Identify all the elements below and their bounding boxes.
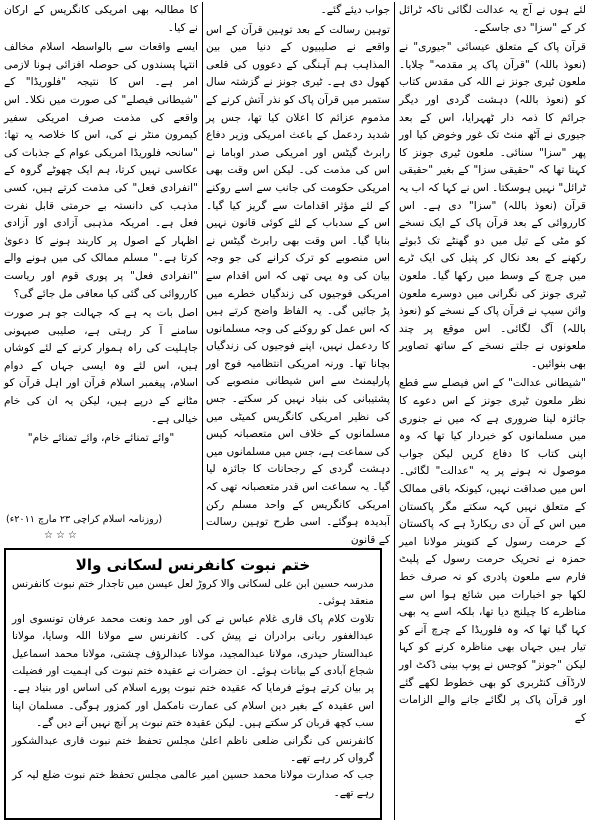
- notice-paragraph-3: کانفرنس کی نگرانی ضلعی ناظم اعلیٰ مجلس تحفظ ختم نبوت قاری عبدالشکور گرواں کر رہے تھے۔: [12, 734, 374, 765]
- column-rule-right: [394, 2, 395, 820]
- notice-paragraph-1: مدرسہ حسین ابن علی لسکانی والا کروڑ لعل عیسن میں تاجدار ختم نبوت کانفرنس منعقد ہوئی۔: [12, 578, 374, 608]
- right-paragraph-1: لئے ہوں نے آج یہ عدالت لگائی تاکہ ٹرائل کر کے "سزا" دی جاسکے۔: [399, 4, 586, 34]
- notice-title: ختم نبوت کانفرنس لسکانی والا: [75, 556, 311, 574]
- article-left-column: [4, 2, 198, 527]
- notice-body: [12, 576, 374, 802]
- notice-paragraph-2: تلاوت کلام پاک قاری غلام عباس نے کی اور حمد ونعت محمد عرفان تونسوی اور عبدالغفور ربانی برادران نے پیش کی۔ کانفرنس سے مولانا اللہ وسایا، مولانا عبدالستار حیدری، مولانا عبدالمجید، مولانا عبدالرؤف چشتی، مولانا محمد اسماعیل شجاع آبادی کے بیانات ہوئے۔ ان حضرات نے عقیدہ ختم نبوت کی اہمیت اور فضیلت پر بیان کرتے ہوئے فرمایا کہ عقیدہ ختم نبوت پورے اسلام کی اساس اور بنیاد ہے۔ اس عقیدہ کے بغیر دین اسلام کی عمارت نامکمل اور کمزور ہوگی۔ مسلمان اپنا سب کچھ قربان کر سکتے ہیں۔ لیکن عقیدہ ختم نبوت پر آنچ نہیں آنے دیں گے۔: [12, 612, 374, 730]
- middle-paragraph-2: توہین رسالت کے بعد توہین قرآن کے اس واقعے نے صلیبیوں کے دنیا میں بین المذاہب ہم آہنگی کے دعووں کی قلعی کھول دی ہے۔ ٹیری جونز نے گزشتہ سال ستمبر میں قرآن پاک کو نذر آتش کرنے کے مذموم عزائم کا اعلان کیا تھا، جس پر شدید ردعمل کے باعث امریکی وزیر دفاع رابرٹ گیٹس اور امریکی صدر اوباما نے اس کی مذمت کی۔ لیکن اس وقت بھی امریکی حکومت کی جانب سے اسے روکنے کے لئے مؤثر اقدامات سے گریز کیا گیا۔ اس کے سدباب کے لئے کوئی قانون نہیں بنایا گیا۔ اس وقت بھی رابرٹ گیٹس نے اس منصوبے کو ترک کرانے کی جو وجہ بیان کی وہ یہی تھی کہ اس اقدام سے امریکی فوجیوں کی زندگیاں خطرے میں پڑ جائیں گی۔ یہ الفاظ واضح کرتے ہیں کہ اس عمل کو روکنے کی وجہ مسلمانوں کا ردعمل نہیں، اپنے فوجیوں کی زندگیاں بچانا تھا۔ ورنہ امریکی انتظامیہ فوج اور پارلیمنٹ سے اس شیطانی منصوبے کی پشتیبانی کی بنیاد نہیں کر سکتے۔ جس کی نظیر امریکی کانگریس کمیٹی میں مسلمانوں کے خلاف اس متعصبانہ کیس کی سماعت ہے، جس میں مسلمانوں میں دہشت گردی کے رجحانات کا جائزہ لیا گیا۔ یہ سماعت اس قدر متعصبانہ تھی کہ امریکی کانگریس کے واحد مسلم رکن آبدیدہ ہوگئے۔ اسی طرح توہین رسالت کے قانون: [206, 23, 390, 546]
- notice-paragraph-4: جب کہ صدارت مولانا محمد حسین امیر عالمی مجلس تحفظ ختم نبوت ضلع لیہ کر رہے تھے۔: [12, 769, 374, 799]
- notice-box: [4, 548, 382, 820]
- left-paragraph-1: کا مطالبہ بھی امریکی کانگریس کے ارکان نے کیا۔: [4, 4, 198, 34]
- left-paragraph-2: ایسے واقعات سے بالواسطہ اسلام مخالف انتہا پسندوں کی حوصلہ افزائی ہونا لازمی امر ہے۔ اس کا نتیجہ "فلوریڈا" کے "شیطانی فیصلے" کی صورت میں نکلا۔ اس واقعے کی مذمت صرف امریکی سفیر کیمرون منٹر نے کی، اس کا خلاصہ یہ تھا: "سانحہ فلوریڈا امریکی عوام کے جذبات کی عکاسی نہیں کرتا، ہم ایک چھوٹے گروہ کے "انفرادی فعل" کی مذمت کرتے ہیں، کسی مذہب کی دانستہ بے حرمتی قابل نفرت فعل ہے۔ امریکہ مذہبی آزادی اور آزادی اظہار کے اصول پر کاربند ہونے کا دعویٰ کرتا ہے۔" مسلم ممالک کی میں ہونے والے "انفرادی فعل" پر پوری قوم اور ریاست کارروائی کی گئی کیا معافی مل جائے گی؟: [4, 41, 198, 300]
- right-paragraph-2: قرآن پاک کے متعلق عیسائی "جیوری" نے (نعوذ باللہ) "قرآن پاک پر مقدمہ" چلایا۔ ملعون ٹیری جونز نے اللہ کی مقدس کتاب کو (نعوذ باللہ) دہشت گردی اور دیگر جرائم کا ذمہ دار ٹھہرایا، اس کے بعد جیوری نے آٹھ منٹ تک غور وخوض کیا اور پھر "سزا" سنائی۔ ملعون ٹیری جونز کا کہنا تھا کہ "حقیقی سزا" کے بغیر "حقیقی ٹرائل" نہیں ہوسکتا۔ اس نے کہا کہ اب یہ قرآن (نعوذ باللہ) "سزا" دی ہے۔ اس کارروائی کے بعد قرآن پاک کے ایک نسخے کو مٹی کے تیل میں دو گھنٹے تک ڈبوئے رکھنے کے بعد نکال کر پتیل کی ایک ٹرے میں چرچ کے وسط میں رکھا گیا۔ ملعون ٹیری جونز کی نگرانی میں دوسرے ملعون وائن سیپ نے قرآن پاک کے نسخے کو (نعوذ باللہ) آگ لگائی۔ اس موقع پر چند ملعونوں نے جلتے نسخے کے ساتھ تصاویر بھی بنوائیں۔: [399, 41, 586, 370]
- closing-couplet: "وائے تمنائے خام، وائے تمنائے خام": [27, 432, 175, 445]
- source-note: (روزنامہ اسلام کراچی ۲۳ مارچ ۲۰۱۱ء): [6, 514, 163, 525]
- article-middle-column: [206, 2, 390, 546]
- article-right-column: [399, 2, 586, 820]
- newspaper-page: [4, 2, 586, 820]
- column-rule-left: [202, 2, 203, 530]
- right-paragraph-3: "شیطانی عدالت" کے اس فیصلے سے قطع نظر ملعون ٹیری جونز کے اس دعوے کا جائزہ لینا ضروری ہے کہ میں نے جنوری میں مسلمانوں کو خبردار کیا تھا کہ وہ اپنی کتاب کا دفاع کریں لیکن جواب موصول نہ ہونے پر یہ "عدالت" لگائی۔ اس میں صداقت نہیں، کیونکہ باقی ممالک کے متعلق نہیں کہہ سکتے مگر پاکستان میں اس کے آن دی ریکارڈ ہے کہ پاکستان کے حرمت رسول کے کنوینر مولانا امیر حمزہ نے تحریک حرمت رسول کے پلیٹ فارم سے ملعون پادری کو نہ صرف خط لکھا جو اخبارات میں شائع ہوا اس سے مناظرے کا چیلنج دیا تھا، بلکہ اسے یہ بھی کہا گیا تھا کہ وہ فلوریڈا کے چرچ آنے کو تیار ہیں جہاں بھی مناظرہ کرنے کو کہا لیکن "جونز" کوجس نے پوپ بینی ڈکٹ اور لارڈآف کنٹربری کو بھی خطوط لکھے گئے اور قرآن پاک پر لگائے جانے والے الزامات کے: [399, 377, 586, 724]
- middle-paragraph-1: جواب دیئے گئے۔: [320, 4, 390, 16]
- left-paragraph-3: اصل بات یہ ہے کہ جہالت جو ہر صورت سامنے آ کر رہتی ہے، صلیبی صیہونی جاہلیت کی راہ ہموار کرنے کے لئے کوشاں ہیں، اس لئے وہ ایسی جہاں کے دوام اسلام، پیغمبر اسلام قرآن اور اہل قرآن کو مٹانے کے درپے ہیں، لیکن یہ ان کی خام خیالی ہے۔: [4, 307, 198, 425]
- star-separator: ☆☆☆: [44, 530, 80, 541]
